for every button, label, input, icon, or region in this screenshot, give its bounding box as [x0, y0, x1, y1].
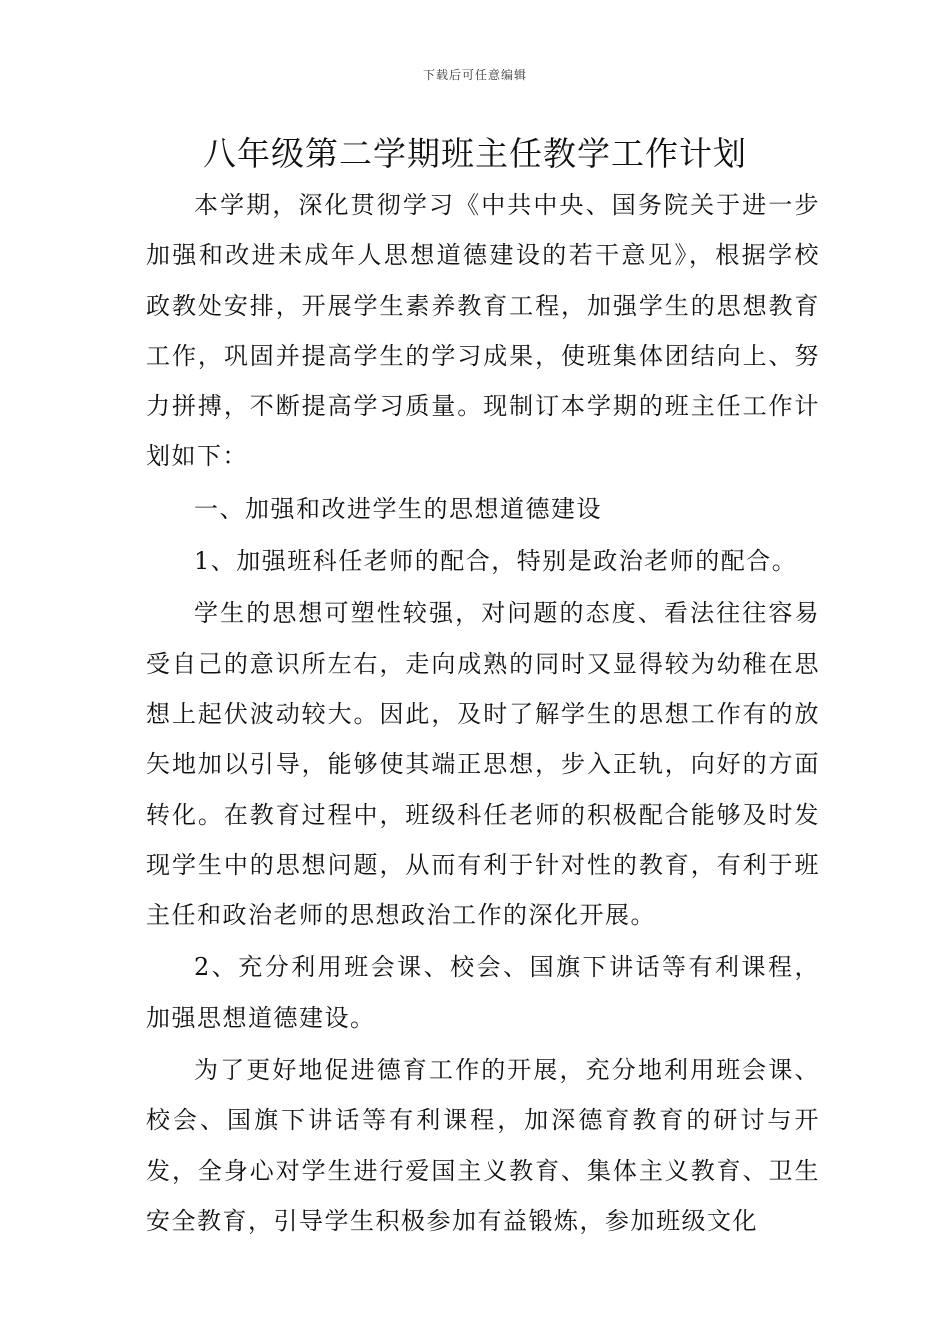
body-paragraph-2: 为了更好地促进德育工作的开展，充分地利用班会课、校会、国旗下讲话等有利课程，加深德育教育的研讨与开发，全身心对学生进行爱国主义教育、集体主义教育、卫生安全教育，引导学生积极参加有益锻炼，参加班级文化	[146, 1056, 820, 1235]
document-body	[146, 180, 820, 1246]
intro-paragraph: 本学期，深化贯彻学习《中共中央、国务院关于进一步加强和改进未成年人思想道德建设的若干意见》，根据学校政教处安排，开展学生素养教育工程，加强学生的思想教育工作，巩固并提高学生的学习成果，使班集体团结向上、努力拼搏，不断提高学习质量。现制订本学期的班主任工作计划如下：	[146, 191, 820, 471]
subsection-heading-1: 1、加强班科任老师的配合，特别是政治老师的配合。	[194, 547, 798, 576]
header-note: 下载后可任意编辑	[422, 68, 527, 82]
section-heading-1: 一、加强和改进学生的思想道德建设	[194, 494, 602, 523]
subsection-heading-2: 2、充分利用班会课、校会、国旗下讲话等有利课程，加强思想道德建设。	[146, 953, 820, 1032]
document-title: 八年级第二学期班主任教学工作计划	[203, 134, 747, 173]
body-paragraph-1: 学生的思想可塑性较强，对问题的态度、看法往往容易受自己的意识所左右，走向成熟的同时又显得较为幼稚在思想上起伏波动较大。因此，及时了解学生的思想工作有的放矢地加以引导，能够使其端正思想，步入正轨，向好的方面转化。在教育过程中，班级科任老师的积极配合能够及时发现学生中的思想问题，从而有利于针对性的教育，有利于班主任和政治老师的思想政治工作的深化开展。	[146, 599, 820, 930]
